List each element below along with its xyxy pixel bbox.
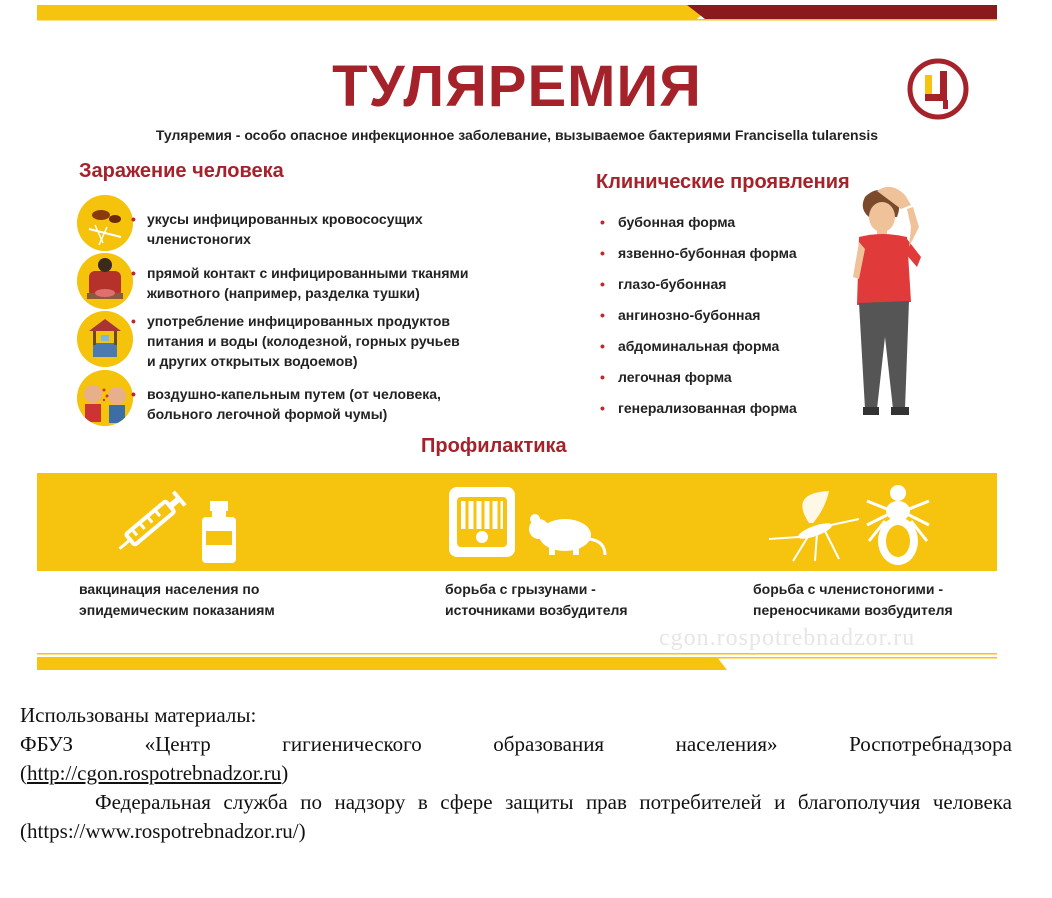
sources-link-line: (http://cgon.rospotrebnadzor.ru) <box>20 761 289 785</box>
clinical-heading: Клинические проявления <box>596 171 850 193</box>
infection-heading: Заражение человека <box>79 160 284 182</box>
sources-line-2: Федеральная служба по надзору в сфере защиты прав потребителей и благополучия человека (https://www.rospotrebnadzor.ru/) <box>20 790 1012 843</box>
sources-heading: Использованы материалы: <box>20 703 257 727</box>
louse-icon <box>863 481 933 567</box>
clinical-item: • глазо-бубонная <box>600 269 797 300</box>
sick-woman-illustration <box>847 187 927 422</box>
clinical-item: • бубонная форма <box>600 207 797 238</box>
clinical-item: • легочная форма <box>600 362 797 393</box>
rodent-trap-icon <box>449 487 515 557</box>
mosquito-tick-icon <box>77 195 133 251</box>
vaccine-bottle-icon <box>200 501 238 565</box>
top-decor-bar <box>37 5 997 23</box>
logo-icon <box>907 58 969 120</box>
prevention-item-rodents: борьба с грызунами - источниками возбудителя <box>445 581 628 618</box>
cough-icon <box>77 370 133 426</box>
poster-subtitle: Туляремия - особо опасное инфекционное заболевание, вызываемое бактериями Francisella tularensis <box>155 127 879 143</box>
watermark: cgon.rospotrebnadzor.ru <box>659 625 916 651</box>
sources-block <box>20 701 1012 846</box>
bottom-decor-bar <box>37 651 997 670</box>
infographic-poster: ТУЛЯРЕМИЯ Туляремия - особо опасное инфекционное заболевание, вызываемое бактериями Francisella tularensis Заражение человека • укусы инфицированных кровососущих членистоногих • прямой контакт с инфицированными тканями животного (например, разделка тушки) • употребление инфицированных продуктов питания и воды (колодезной, горных ручьев и других открытых водоемов) • воздушно-капельным путем (от человека, больного легочной формой чумы) Клинические проявления • бубонная форма • язвенно-бубонная форма • глазо-бубонная • ангинозно-бубонная • абдоминальная форма • легочная форма • генерализованная форма Профилактика вакцинация населения по эпидемическим показаниям борьба с грызунами - источниками возбудителя борьба с членистоногими - переносчиками возбудителя cgon.rospotrebnadzor.ru <box>37 5 997 670</box>
water-well-icon <box>77 311 133 367</box>
mosquito-icon <box>769 487 861 563</box>
prevention-item-arthropods: борьба с членистоногими - переносчиками возбудителя <box>753 581 953 618</box>
cgon-link[interactable]: http://cgon.rospotrebnadzor.ru <box>27 761 282 785</box>
clinical-list <box>600 207 797 424</box>
prevention-heading: Профилактика <box>421 435 567 457</box>
clinical-item: • ангинозно-бубонная <box>600 300 797 331</box>
poster-title: ТУЛЯРЕМИЯ <box>332 54 702 119</box>
meat-cutting-icon <box>77 253 133 309</box>
prevention-item-vaccination: вакцинация населения по эпидемическим показаниям <box>79 581 275 618</box>
clinical-item: • язвенно-бубонная форма <box>600 238 797 269</box>
rat-icon <box>525 511 607 557</box>
clinical-item: • генерализованная форма <box>600 393 797 424</box>
clinical-item: • абдоминальная форма <box>600 331 797 362</box>
prevention-band <box>37 473 997 571</box>
syringe-icon <box>109 479 194 564</box>
sources-line-1: ФБУЗ «Центр гигиенического образования населения» Роспотребнадзора <box>20 732 1012 756</box>
